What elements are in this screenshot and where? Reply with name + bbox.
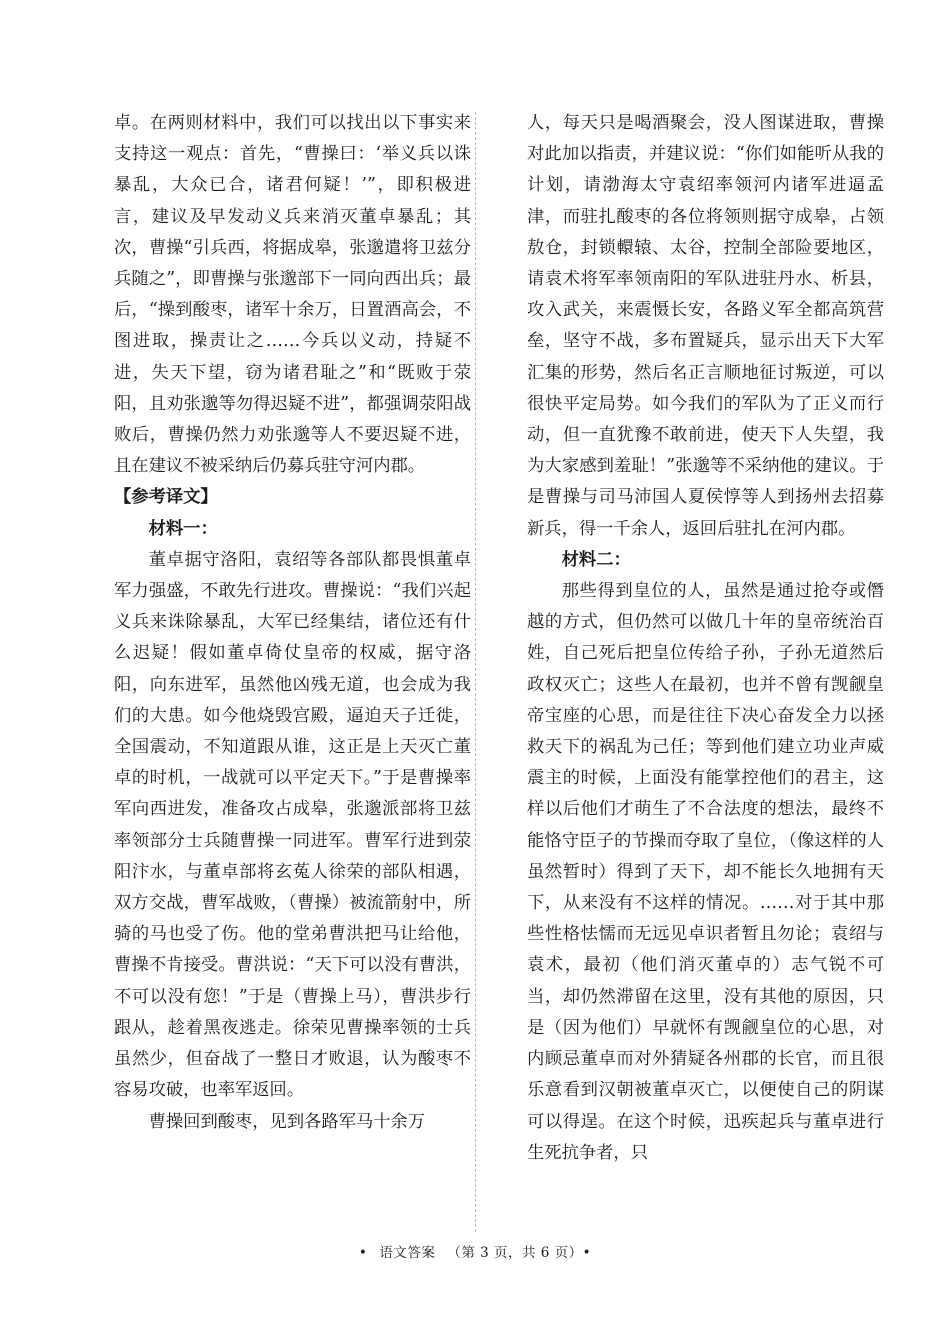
right-column xyxy=(527,108,884,1169)
material-one-paragraph-continued: 曹操回到酸枣，见到各路军马十余万 xyxy=(148,1111,426,1132)
material-one-paragraph-end: 人，每天只是喝酒聚会，没人图谋进取，曹操对此加以指责，并建议说：“你们如能听从我的计划，请渤海太守袁绍率领河内诸军进逼孟津，而驻扎酸枣的各位将领则据守成皋，占领敖仓，封锁轘辕、太谷，控制全部险要地区，请袁术将军率领南阳的军队进驻丹水、析县，攻入武关，来震慑长安，各路义军全都高筑营垒，坚守不战，多布置疑兵，显示出天下大军汇集的形势，然后名正言顺地征讨叛逆，可以很快平定局势。如今我们的军队为了正义而行动，但一直犹豫不敢前进，使天下人失望，我为大家感到羞耻！”张邈等不采纳他的建议。于是曹操与司马沛国人夏侯惇等人到扬州去招募新兵，得一千余人，返回后驻扎在河内郡。 xyxy=(527,113,884,539)
column-divider xyxy=(475,112,476,1232)
footer-bullet-right: • xyxy=(582,1245,592,1261)
material-two-heading: 材料二： xyxy=(561,549,631,570)
reference-translation-heading: 【参考译文】 xyxy=(114,487,218,508)
material-two-paragraph: 那些得到皇位的人，虽然是通过抢夺或僭越的方式，但仍然可以做几十年的皇帝统治百姓，自己死后把皇位传给子孙，子孙无道然后政权灭亡；这些人在最初，也并不曾有觊觎皇帝宝座的心思，而是往往下决心奋发全力以拯救天下的祸乱为己任；等到他们建立功业声威震主的时候，上面没有能掌控他们的君主，这样以后他们才萌生了不合法度的想法，最终不能恪守臣子的节操而夺取了皇位，（像这样的人虽然暂时）得到了天下，却不能长久地拥有天下，从来没有不这样的情况。……对于其中那些性格怯懦而无远见卓识者暂且勿论；袁绍与袁术，最初（他们消灭董卓的）志气锐不可当，却仍然滞留在这里，没有其他的原因，只是（因为他们）早就怀有觊觎皇位的心思，对内顾忌董卓而对外猜疑各州郡的长官，而且很乐意看到汉朝被董卓灭亡，以便使自己的阴谋可以得逞。在这个时候，迅疾起兵与董卓进行生死抗争者，只 xyxy=(527,581,884,1163)
footer-bullet-left: • xyxy=(358,1245,368,1261)
left-column xyxy=(114,108,471,1138)
answer-paragraph: 卓。在两则材料中，我们可以找出以下事实来支持这一观点：首先，“曹操曰：‘举义兵以诛暴乱，大众已合，诸君何疑！’”，即积极进言，建议及早发动义兵来消灭董卓暴乱；其次，曹操“引兵西，将据成皋，张邈遣将卫兹分兵随之”，即曹操与张邈部下一同向西出兵；最后，“操到酸枣，诸军十余万，日置酒高会，不图进取，操责让之……今兵以义动，持疑不进，失天下望，窃为诸君耻之”和“既败于荥阳，且劝张邈等勿得迟疑不进”，都强调荥阳战败后，曹操仍然力劝张邈等人不要迟疑不进，且在建议不被采纳后仍募兵驻守河内郡。 xyxy=(114,113,471,477)
footer-page-info: （第 3 页，共 6 页） xyxy=(447,1245,583,1261)
footer-subject: 语文答案 xyxy=(379,1245,436,1261)
page-footer xyxy=(0,1241,950,1261)
material-one-heading: 材料一： xyxy=(148,518,218,539)
material-one-paragraph: 董卓据守洛阳，袁绍等各部队都畏惧董卓军力强盛，不敢先行进攻。曹操说：“我们兴起义兵来诛除暴乱，大军已经集结，诸位还有什么迟疑！假如董卓倚仗皇帝的权威，据守洛阳，向东进军，虽然他凶残无道，也会成为我们的大患。如今他烧毁宫殿，逼迫天子迁徙，全国震动，不知道跟从谁，这正是上天灭亡董卓的时机，一战就可以平定天下。”于是曹操率军向西进发，准备攻占成皋，张邈派部将卫兹率领部分士兵随曹操一同进军。曹军行进到荥阳汴水，与董卓部将玄菟人徐荣的部队相遇，双方交战，曹军战败，（曹操）被流箭射中，所骑的马也受了伤。他的堂弟曹洪把马让给他，曹操不肯接受。曹洪说：“天下可以没有曹洪，不可以没有您！”于是（曹操上马），曹洪步行跟从，趁着黑夜逃走。徐荣见曹操率领的士兵虽然少，但奋战了一整日才败退，认为酸枣不容易攻破，也率军返回。 xyxy=(114,549,471,1101)
